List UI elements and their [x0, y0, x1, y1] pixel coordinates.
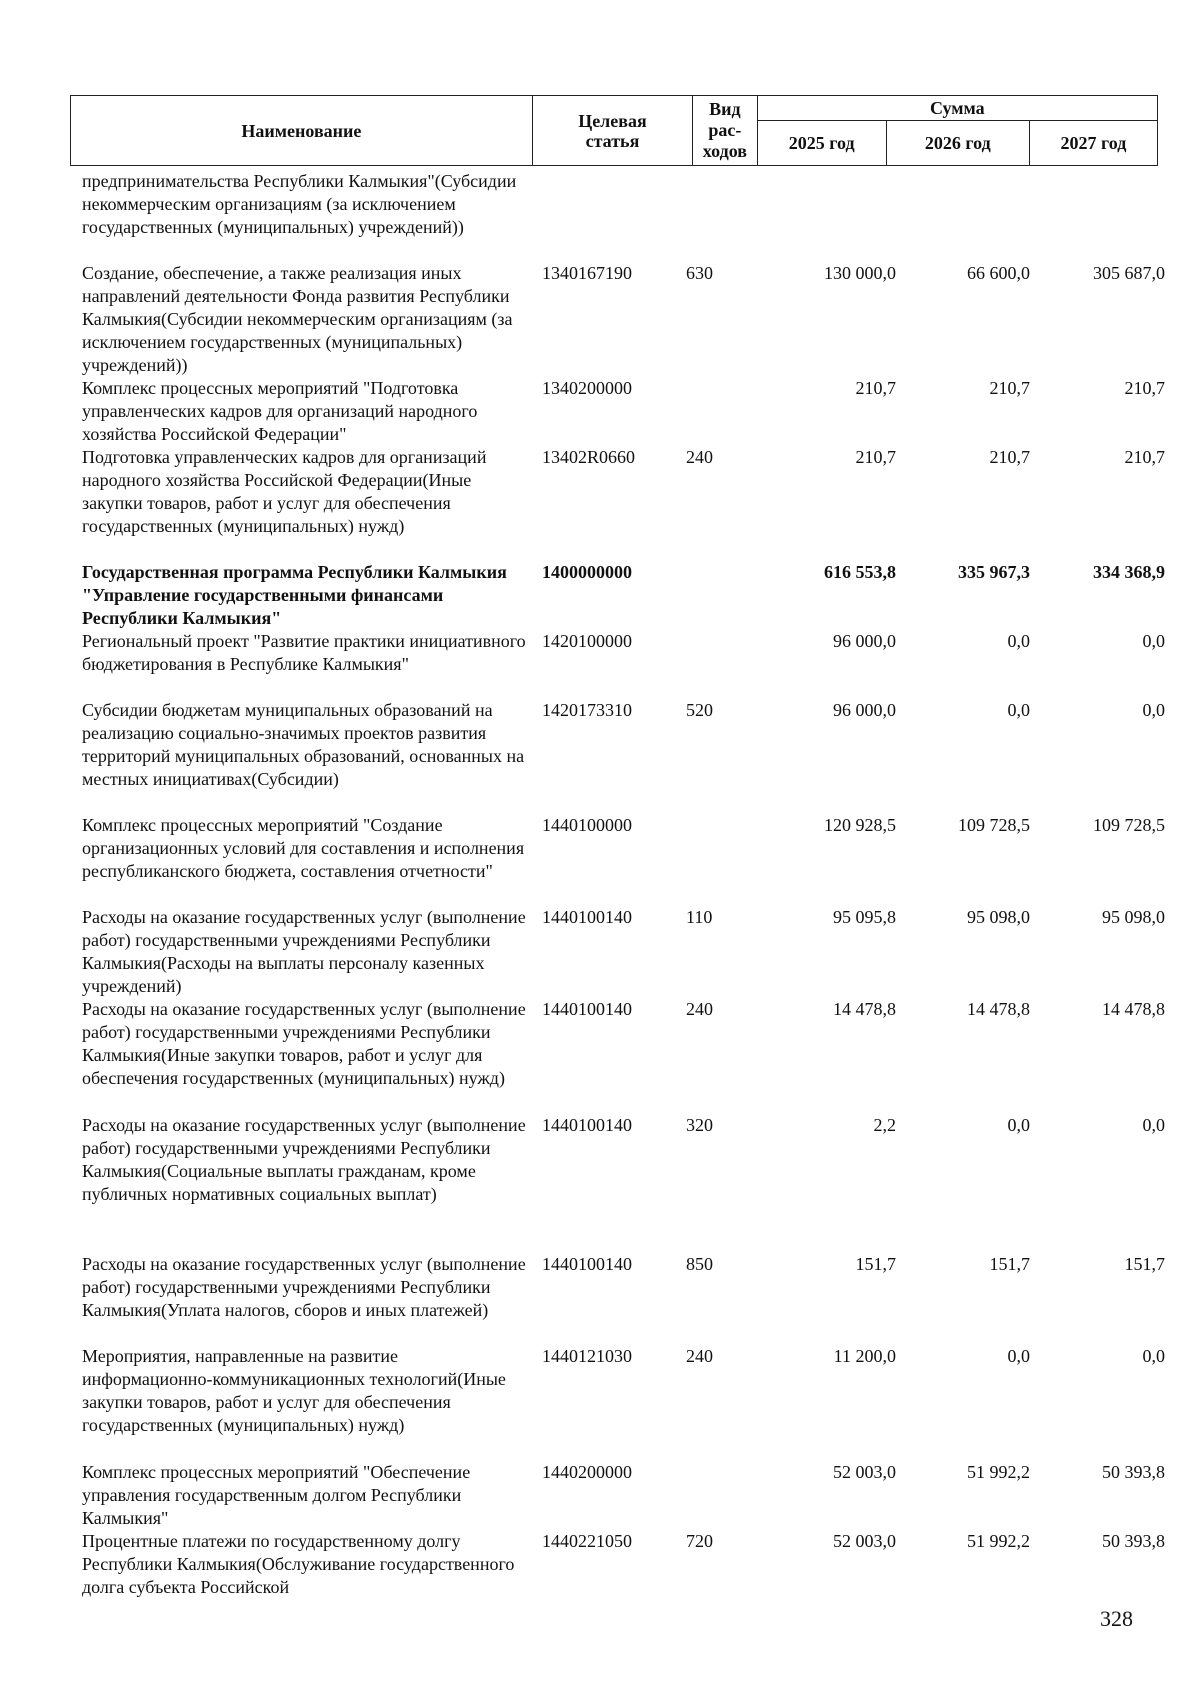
row-code: 1440100140: [542, 907, 632, 927]
header-code-text: Целевая статья: [578, 110, 647, 151]
row-vid: 850: [686, 1254, 713, 1274]
row-value-2026: 210,7: [989, 447, 1030, 467]
row-value-2027: 50 393,8: [1102, 1462, 1165, 1482]
row-name: Региональный проект "Развитие практики инициативного бюджетирования в Республике Калмыкия": [82, 631, 526, 674]
row-value-2026: 0,0: [1007, 1115, 1030, 1135]
row-vid: 240: [686, 1346, 713, 1366]
header-year-2025: 2025 год: [757, 121, 886, 166]
row-value-2027: 210,7: [1124, 447, 1165, 467]
row-value-2026: 14 478,8: [967, 999, 1030, 1019]
row-code: 1440100140: [542, 1115, 632, 1135]
row-value-2025: 151,7: [855, 1254, 896, 1274]
row-name: Мероприятия, направленные на развитие информационно-коммуникационных технологий(Иные закупки товаров, работ и услуг для обеспечения государственных (муниципальных) нужд): [82, 1346, 506, 1435]
row-value-2025: 95 095,8: [833, 907, 896, 927]
row-value-2025: 14 478,8: [833, 999, 896, 1019]
row-vid: 630: [686, 263, 713, 283]
row-value-2025: 130 000,0: [824, 263, 896, 283]
row-code: 1440200000: [542, 1462, 632, 1482]
row-value-2027: 305 687,0: [1093, 263, 1165, 283]
row-value-2027: 109 728,5: [1093, 815, 1165, 835]
header-name: Наименование: [71, 96, 533, 166]
row-name: Подготовка управленческих кадров для организаций народного хозяйства Российской Федерации(Иные закупки товаров, работ и услуг для обеспечения государственных (муниципальных) нужд): [82, 447, 487, 536]
row-name: Государственная программа Республики Калмыкия "Управление государственными финансами Республики Калмыкия": [82, 562, 507, 628]
row-vid: 110: [686, 907, 713, 927]
row-code: 1440100140: [542, 1254, 632, 1274]
row-name: Комплекс процессных мероприятий "Создание организационных условий для составления и исполнения республиканского бюджета, составления отчетности": [82, 815, 525, 881]
row-value-2025: 2,2: [873, 1115, 896, 1135]
row-value-2025: 210,7: [855, 378, 896, 398]
row-vid: 240: [686, 447, 713, 467]
row-value-2027: 50 393,8: [1102, 1531, 1165, 1551]
row-value-2025: 120 928,5: [824, 815, 896, 835]
row-value-2027: 210,7: [1124, 378, 1165, 398]
header-sum: Сумма: [757, 96, 1157, 121]
header-code: [532, 96, 692, 166]
row-value-2026: 0,0: [1007, 700, 1030, 720]
row-code: 1340167190: [542, 263, 632, 283]
row-value-2027: 0,0: [1142, 1115, 1165, 1135]
row-value-2027: 334 368,9: [1093, 562, 1165, 582]
row-value-2026: 335 967,3: [958, 562, 1030, 582]
row-value-2025: 96 000,0: [833, 631, 896, 651]
row-value-2026: 151,7: [989, 1254, 1030, 1274]
row-value-2025: 210,7: [855, 447, 896, 467]
row-value-2025: 11 200,0: [833, 1346, 896, 1366]
row-code: 1440100140: [542, 999, 632, 1019]
row-name: Расходы на оказание государственных услуг (выполнение работ) государственными учреждениями Республики Калмыкия(Уплата налогов, сборов и иных платежей): [82, 1254, 526, 1320]
header-vid: [693, 96, 758, 166]
row-value-2026: 109 728,5: [958, 815, 1030, 835]
row-value-2026: 210,7: [989, 378, 1030, 398]
header-year-2027: 2027 год: [1029, 121, 1157, 166]
row-name: Субсидии бюджетам муниципальных образований на реализацию социально-значимых проектов развития территорий муниципальных образований, основанных на местных инициативах(Субсидии): [82, 700, 525, 789]
row-vid: 240: [686, 999, 713, 1019]
row-code: 1400000000: [542, 562, 632, 582]
row-value-2025: 52 003,0: [833, 1462, 896, 1482]
row-value-2026: 51 992,2: [967, 1462, 1030, 1482]
page-number: 328: [1100, 1606, 1133, 1631]
row-vid: 720: [686, 1531, 713, 1551]
row-vid: 320: [686, 1115, 713, 1135]
row-value-2027: 0,0: [1142, 631, 1165, 651]
row-value-2025: 616 553,8: [824, 562, 896, 582]
header-vid-text: Вид рас-ходов: [702, 99, 747, 161]
row-name: Комплекс процессных мероприятий "Обеспечение управления государственным долгом Республики Калмыкия": [82, 1462, 471, 1528]
row-value-2026: 66 600,0: [967, 263, 1030, 283]
row-vid: 520: [686, 700, 713, 720]
row-code: 1420100000: [542, 631, 632, 651]
row-value-2027: 0,0: [1142, 1346, 1165, 1366]
row-value-2027: 14 478,8: [1102, 999, 1165, 1019]
row-code: 1420173310: [542, 700, 632, 720]
row-value-2027: 151,7: [1124, 1254, 1165, 1274]
row-code: 1440100000: [542, 815, 632, 835]
row-value-2025: 52 003,0: [833, 1531, 896, 1551]
row-value-2026: 51 992,2: [967, 1531, 1030, 1551]
row-name: Комплекс процессных мероприятий "Подготовка управленческих кадров для организаций народного хозяйства Российской Федерации": [82, 378, 478, 444]
row-value-2026: 95 098,0: [967, 907, 1030, 927]
row-name: Процентные платежи по государственному долгу Республики Калмыкия(Обслуживание государственного долга субъекта Российской: [82, 1531, 515, 1597]
row-name: Расходы на оказание государственных услуг (выполнение работ) государственными учреждениями Республики Калмыкия(Социальные выплаты гражданам, кроме публичных нормативных социальных выплат): [82, 1115, 526, 1204]
row-value-2026: 0,0: [1007, 1346, 1030, 1366]
header-year-2026: 2026 год: [886, 121, 1029, 166]
row-name: предпринимательства Республики Калмыкия"(Субсидии некоммерческим организациям (за исключением государственных (муниципальных) учреждений)): [82, 171, 517, 237]
row-value-2027: 95 098,0: [1102, 907, 1165, 927]
row-name: Расходы на оказание государственных услуг (выполнение работ) государственными учреждениями Республики Калмыкия(Иные закупки товаров, работ и услуг для обеспечения государственных (муниципальных) нужд): [82, 999, 526, 1088]
table-header: [70, 95, 1158, 166]
row-value-2026: 0,0: [1007, 631, 1030, 651]
row-code: 1440121030: [542, 1346, 632, 1366]
row-code: 1440221050: [542, 1531, 632, 1551]
row-code: 13402R0660: [542, 447, 636, 467]
row-name: Расходы на оказание государственных услуг (выполнение работ) государственными учреждениями Республики Калмыкия(Расходы на выплаты персоналу казенных учреждений): [82, 907, 526, 996]
row-value-2027: 0,0: [1142, 700, 1165, 720]
row-value-2025: 96 000,0: [833, 700, 896, 720]
row-code: 1340200000: [542, 378, 632, 398]
row-name: Создание, обеспечение, а также реализация иных направлений деятельности Фонда развития Республики Калмыкия(Субсидии некоммерческим организациям (за исключением государственных (муниципальных) учреждений)): [82, 263, 513, 375]
